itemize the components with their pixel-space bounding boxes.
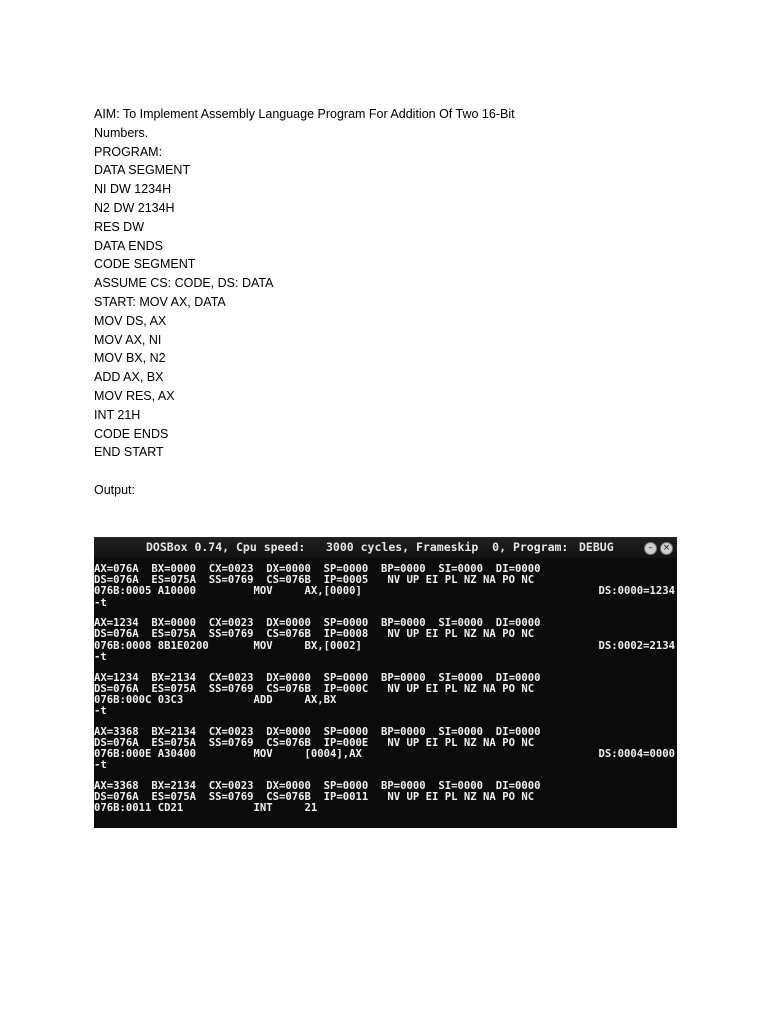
code-line: N2 DW 2134H bbox=[94, 200, 175, 215]
output-label: Output: bbox=[94, 482, 135, 497]
segment-flags-line: DS=076A ES=075A SS=0769 CS=076B IP=0005 NV UP EI PL NZ NA PO NC bbox=[94, 574, 535, 587]
close-icon[interactable]: × bbox=[660, 542, 673, 555]
instruction-text: 076B:0011 CD21 INT 21 bbox=[94, 802, 318, 815]
dosbox-screenshot bbox=[94, 537, 677, 828]
register-line: AX=3368 BX=2134 CX=0023 DX=0000 SP=0000 BP=0000 SI=0000 DI=0000 bbox=[94, 780, 541, 792]
trace-prompt: -t bbox=[94, 759, 107, 772]
debug-output bbox=[94, 564, 677, 815]
register-line: AX=1234 BX=2134 CX=0023 DX=0000 SP=0000 BP=0000 SI=0000 DI=0000 bbox=[94, 671, 541, 684]
memory-value: DS:0002=2134 bbox=[598, 639, 675, 652]
register-line: AX=076A BX=0000 CX=0023 DX=0000 SP=0000 BP=0000 SI=0000 DI=0000 bbox=[94, 563, 541, 575]
spacer bbox=[94, 462, 694, 481]
segment-flags-line: DS=076A ES=075A SS=0769 CS=076B IP=0008 NV UP EI PL NZ NA PO NC bbox=[94, 628, 535, 641]
code-line: DATA SEGMENT bbox=[94, 163, 191, 178]
segment-flags-line: DS=076A ES=075A SS=0769 CS=076B IP=0011 NV UP EI PL NZ NA PO NC bbox=[94, 791, 535, 804]
instruction-line bbox=[94, 695, 677, 706]
aim-line-continued: Numbers. bbox=[94, 125, 149, 140]
code-line: ASSUME CS: CODE, DS: DATA bbox=[94, 276, 274, 291]
register-line: AX=3368 BX=2134 CX=0023 DX=0000 SP=0000 BP=0000 SI=0000 DI=0000 bbox=[94, 725, 541, 738]
instruction-line bbox=[94, 641, 677, 652]
program-name: DEBUG bbox=[579, 540, 614, 554]
code-line: CODE ENDS bbox=[94, 426, 169, 441]
dosbox-titlebar bbox=[94, 538, 677, 558]
code-line: MOV DS, AX bbox=[94, 313, 167, 328]
program-heading: PROGRAM: bbox=[94, 144, 163, 159]
memory-value: DS:0000=1234 bbox=[598, 585, 675, 598]
aim-line: AIM: To Implement Assembly Language Program For Addition Of Two 16-Bit bbox=[94, 107, 515, 121]
trace-prompt: -t bbox=[94, 705, 107, 718]
instruction-line bbox=[94, 803, 677, 814]
code-line: INT 21H bbox=[94, 407, 141, 422]
code-line: CODE SEGMENT bbox=[94, 257, 196, 272]
code-line: MOV RES, AX bbox=[94, 388, 175, 403]
code-line: END START bbox=[94, 445, 164, 460]
code-line: MOV AX, NI bbox=[94, 332, 162, 347]
instruction-line bbox=[94, 586, 677, 597]
trace-prompt: -t bbox=[94, 650, 107, 663]
code-line: RES DW bbox=[94, 219, 144, 234]
code-line: START: MOV AX, DATA bbox=[94, 294, 226, 309]
register-line: AX=1234 BX=0000 CX=0023 DX=0000 SP=0000 BP=0000 SI=0000 DI=0000 bbox=[94, 617, 541, 630]
instruction-line bbox=[94, 749, 677, 760]
minimize-icon[interactable]: – bbox=[644, 542, 657, 555]
instruction-text: 076B:0005 A10000 MOV AX,[0000] bbox=[94, 585, 362, 598]
document-body bbox=[94, 105, 694, 500]
memory-value: DS:0004=0000 bbox=[598, 748, 675, 761]
dosbox-title: DOSBox 0.74, Cpu speed: 3000 cycles, Frameskip 0, Program: bbox=[146, 540, 569, 554]
code-line: MOV BX, N2 bbox=[94, 351, 166, 366]
segment-flags-line: DS=076A ES=075A SS=0769 CS=076B IP=000C NV UP EI PL NZ NA PO NC bbox=[94, 682, 535, 695]
code-line: NI DW 1234H bbox=[94, 182, 172, 197]
segment-flags-line: DS=076A ES=075A SS=0769 CS=076B IP=000E NV UP EI PL NZ NA PO NC bbox=[94, 736, 535, 749]
code-line: ADD AX, BX bbox=[94, 370, 164, 385]
instruction-text: 076B:000C 03C3 ADD AX,BX bbox=[94, 693, 337, 706]
code-line: DATA ENDS bbox=[94, 238, 163, 253]
trace-prompt: -t bbox=[94, 596, 107, 609]
instruction-text: 076B:000E A30400 MOV [0004],AX bbox=[94, 748, 362, 761]
instruction-text: 076B:0008 8B1E0200 MOV BX,[0002] bbox=[94, 639, 362, 652]
